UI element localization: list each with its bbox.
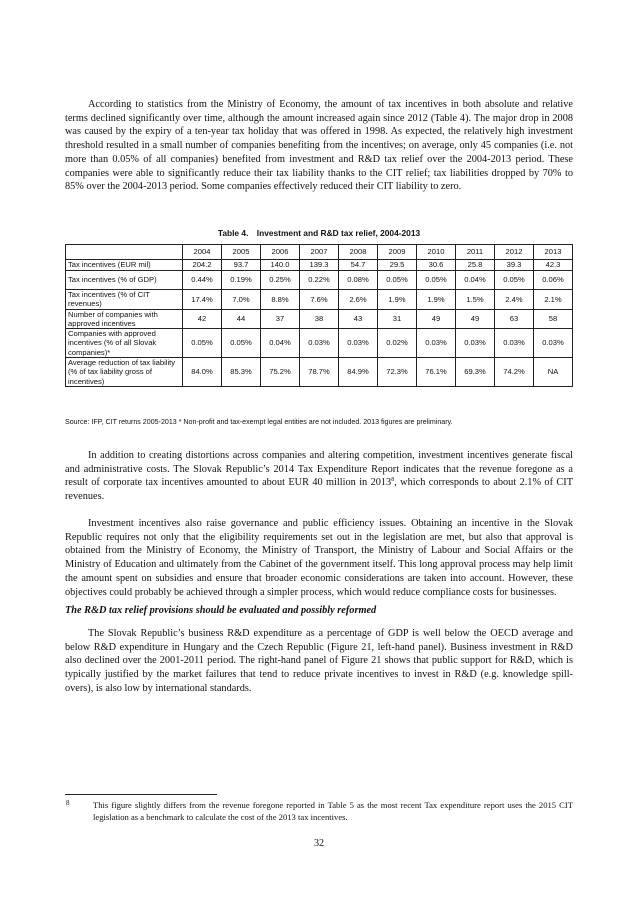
- table-cell: 1.9%: [378, 290, 417, 310]
- table-cell: 204.2: [183, 260, 222, 271]
- table-cell: 72.3%: [378, 358, 417, 387]
- table-row: [66, 260, 573, 271]
- table-cell: 42.3: [534, 260, 573, 271]
- paragraph-fiscal-costs: [65, 449, 573, 504]
- table-cell: 75.2%: [261, 358, 300, 387]
- paragraph-text: In addition to creating distortions across companies and altering competition, investment incentives generate fiscal and administrative costs. The Slovak Republic’s 2014 Tax Expenditure Report indicates that the revenue foregone as a result of corporate tax incentives amounted to about EUR 40 million in 2013: [65, 450, 573, 489]
- table-cell: 7.0%: [222, 290, 261, 310]
- table-cell: 0.05%: [495, 271, 534, 290]
- paragraph-rd-expenditure: [65, 627, 573, 696]
- table-cell: 84.9%: [339, 358, 378, 387]
- table-cell: 49: [417, 309, 456, 329]
- table-caption: Table 4. Investment and R&D tax relief, 2004-2013: [217, 228, 421, 238]
- table-source-note: Source: IFP, CIT returns 2005-2013 * Non-profit and tax-exempt legal entities are not included. 2013 figures are preliminary.: [65, 418, 453, 426]
- row-label: Tax incentives (% of CIT revenues): [66, 290, 183, 310]
- year-header: 2004: [183, 245, 222, 260]
- year-header: 2005: [222, 245, 261, 260]
- table-cell: 0.22%: [300, 271, 339, 290]
- table-cell: 0.05%: [378, 271, 417, 290]
- table-cell: 2.1%: [534, 290, 573, 310]
- table-cell: 42: [183, 309, 222, 329]
- table-row: [66, 329, 573, 358]
- table-cell: 43: [339, 309, 378, 329]
- table-row: [66, 309, 573, 329]
- table-cell: 7.6%: [300, 290, 339, 310]
- table-cell: 0.03%: [339, 329, 378, 358]
- table-cell: 58: [534, 309, 573, 329]
- table-cell: 139.3: [300, 260, 339, 271]
- table-cell: 39.3: [495, 260, 534, 271]
- year-header: 2009: [378, 245, 417, 260]
- section-heading: The R&D tax relief provisions should be evaluated and possibly reformed: [65, 605, 377, 616]
- table-cell: 30.6: [417, 260, 456, 271]
- year-header: 2006: [261, 245, 300, 260]
- table-cell: 2.6%: [339, 290, 378, 310]
- table-cell: 31: [378, 309, 417, 329]
- table-cell: NA: [534, 358, 573, 387]
- year-header: 2012: [495, 245, 534, 260]
- table-cell: 0.04%: [261, 329, 300, 358]
- table-cell: 0.03%: [300, 329, 339, 358]
- table-cell: 69.3%: [456, 358, 495, 387]
- table-cell: 37: [261, 309, 300, 329]
- table-cell: 0.03%: [495, 329, 534, 358]
- year-header: 2008: [339, 245, 378, 260]
- table-cell: 0.04%: [456, 271, 495, 290]
- table-investment-rd-tax-relief: [65, 244, 573, 387]
- table-row: [66, 358, 573, 387]
- table-cell: 44: [222, 309, 261, 329]
- footnote-divider: [65, 794, 217, 795]
- table-cell: 78.7%: [300, 358, 339, 387]
- table-cell: 25.8: [456, 260, 495, 271]
- year-header: 2007: [300, 245, 339, 260]
- footnote-number: 8: [66, 799, 70, 807]
- table-cell: 0.03%: [456, 329, 495, 358]
- table-cell: 0.03%: [534, 329, 573, 358]
- footnote-text: This figure slightly differs from the revenue foregone reported in Table 5 as the most recent Tax expenditure report uses the 2015 CIT legislation as a benchmark to calculate the cost of the 2013 tax incentives.: [93, 800, 573, 822]
- footnote-reference[interactable]: 8: [391, 477, 395, 484]
- table-cell: 54.7: [339, 260, 378, 271]
- table-cell: 0.05%: [222, 329, 261, 358]
- table-cell: 74.2%: [495, 358, 534, 387]
- year-header: 2010: [417, 245, 456, 260]
- row-label: Number of companies with approved incentives: [66, 309, 183, 329]
- table-cell: 1.9%: [417, 290, 456, 310]
- table-cell: 2.4%: [495, 290, 534, 310]
- row-label: Tax incentives (EUR mil): [66, 260, 183, 271]
- table-cell: 0.02%: [378, 329, 417, 358]
- year-header: 2011: [456, 245, 495, 260]
- table-cell: 0.03%: [417, 329, 456, 358]
- paragraph-governance: [65, 517, 573, 599]
- table-cell: 1.5%: [456, 290, 495, 310]
- paragraph-text: Investment incentives also raise governance and public efficiency issues. Obtaining an incentive in the Slovak Republic requires not only that the eligibility requirements set out in the legislation are met, but also that approval is obtained from the Ministry of Economy, the Ministry of Transport, the Ministry of Labour and Social Affairs or the Ministry of Education and ultimately from the Cabinet of the government itself. This long approval process may help limit the amount spent on subsidies and ensure that broader economic considerations are taken into account. However, these objectives could probably be achieved through a simpler process, which would reduce compliance costs for businesses.: [65, 518, 573, 598]
- table-cell: 49: [456, 309, 495, 329]
- table-cell: 93.7: [222, 260, 261, 271]
- row-label: Companies with approved incentives (% of all Slovak companies)*: [66, 329, 183, 358]
- table-cell: 17.4%: [183, 290, 222, 310]
- table-header-row: [66, 245, 573, 260]
- table-corner-cell: [66, 245, 183, 260]
- table-cell: 0.05%: [183, 329, 222, 358]
- year-header: 2013: [534, 245, 573, 260]
- table-cell: 85.3%: [222, 358, 261, 387]
- table-cell: 38: [300, 309, 339, 329]
- table-row: [66, 290, 573, 310]
- table-cell: 0.08%: [339, 271, 378, 290]
- table-cell: 84.0%: [183, 358, 222, 387]
- table-cell: 0.25%: [261, 271, 300, 290]
- table-cell: 0.19%: [222, 271, 261, 290]
- paragraph-tax-incentives-statistics: [65, 98, 573, 194]
- table-cell: 0.44%: [183, 271, 222, 290]
- page-number: 32: [314, 838, 324, 849]
- table-cell: 8.8%: [261, 290, 300, 310]
- table-cell: 76.1%: [417, 358, 456, 387]
- row-label: Average reduction of tax liability (% of tax liability gross of incentives): [66, 358, 183, 387]
- table-cell: 0.05%: [417, 271, 456, 290]
- table-cell: 29.5: [378, 260, 417, 271]
- table-cell: 63: [495, 309, 534, 329]
- paragraph-text: The Slovak Republic’s business R&D expenditure as a percentage of GDP is well below the OECD average and below R&D expenditure in Hungary and the Czech Republic (Figure 21, left-hand panel). Business investment in R&D also declined over the 2001-2011 period. The right-hand panel of Figure 21 shows that public support for R&D, which is typically justified by the market failures that tend to reduce private incentives to invest in R&D (e.g. knowledge spill-overs), is also low by international standards.: [65, 628, 573, 694]
- row-label: Tax incentives (% of GDP): [66, 271, 183, 290]
- table-cell: 140.0: [261, 260, 300, 271]
- paragraph-text: According to statistics from the Ministry of Economy, the amount of tax incentives in both absolute and relative terms declined significantly over time, although the amount increased again since 2012 (Table 4). The major drop in 2008 was caused by the expiry of a ten-year tax holiday that was offered in 1998. As expected, the relatively high investment threshold resulted in a small number of companies benefiting from the incentives; on average, only 45 companies (i.e. not more than 0.05% of all companies) benefited from investment and R&D tax relief over the 2004-2013 period. These companies were able to significantly reduce their tax liability thanks to the CIT relief; tax liabilities dropped by 70% to 85% over the 2004-2013 period. Some companies effectively reduced their CIT liability to zero.: [65, 99, 573, 193]
- paragraph-text: , which corresponds to about 2.1% of CIT revenues.: [65, 477, 573, 503]
- table-row: [66, 271, 573, 290]
- table-cell: 0.06%: [534, 271, 573, 290]
